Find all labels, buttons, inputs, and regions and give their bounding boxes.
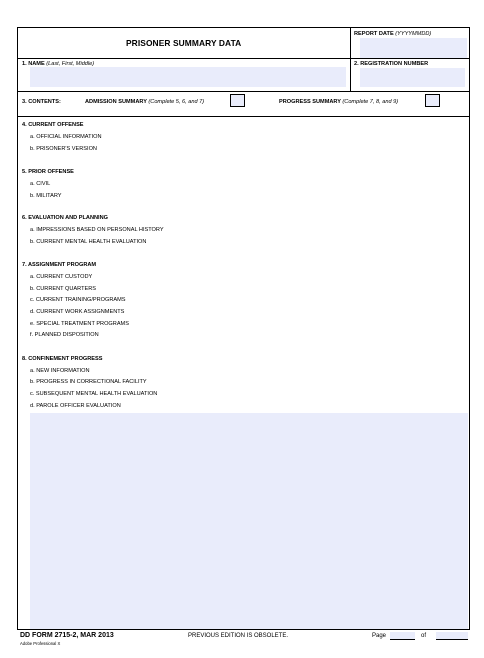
- admission-summary-label: ADMISSION SUMMARY (Complete 5, 6, and 7): [85, 99, 205, 105]
- list-item: a. OFFICIAL INFORMATION: [30, 134, 102, 140]
- list-item: c. SUBSEQUENT MENTAL HEALTH EVALUATION: [30, 391, 158, 397]
- name-label: 1. NAME (Last, First, Middle): [22, 61, 95, 67]
- list-item: d. PAROLE OFFICER EVALUATION: [30, 403, 121, 409]
- list-item: b. MILITARY: [30, 193, 62, 199]
- page-total-field[interactable]: [436, 632, 468, 640]
- software-credit: Adobe Professional X: [20, 641, 61, 646]
- form-number: DD FORM 2715-2, MAR 2013: [20, 632, 114, 639]
- row-divider-3: [18, 116, 469, 117]
- registration-field[interactable]: [360, 68, 465, 87]
- of-label: of: [421, 633, 427, 639]
- page-label: Page: [372, 633, 387, 639]
- summary-text-field[interactable]: [30, 413, 468, 629]
- row-divider-1: [18, 58, 469, 59]
- list-item: b. CURRENT MENTAL HEALTH EVALUATION: [30, 239, 147, 245]
- section-confinement-heading: 8. CONFINEMENT PROGRESS: [22, 356, 103, 362]
- header-divider: [350, 28, 351, 92]
- list-item: a. IMPRESSIONS BASED ON PERSONAL HISTORY: [30, 227, 164, 233]
- page-number-field[interactable]: [390, 632, 415, 640]
- list-item: d. CURRENT WORK ASSIGNMENTS: [30, 309, 125, 315]
- registration-label: 2. REGISTRATION NUMBER: [354, 61, 429, 67]
- list-item: b. PRISONER'S VERSION: [30, 146, 97, 152]
- admission-summary-checkbox[interactable]: [230, 94, 245, 107]
- report-date-label: REPORT DATE (YYYYMMDD): [354, 31, 432, 37]
- prisoner-summary-form: [17, 27, 470, 630]
- row-divider-2: [18, 91, 469, 92]
- obsolete-notice: PREVIOUS EDITION IS OBSOLETE.: [188, 633, 289, 639]
- list-item: a. NEW INFORMATION: [30, 368, 90, 374]
- form-title: PRISONER SUMMARY DATA: [126, 38, 242, 48]
- contents-label: 3. CONTENTS:: [22, 99, 61, 105]
- name-field[interactable]: [30, 67, 346, 87]
- section-evaluation-heading: 6. EVALUATION AND PLANNING: [22, 215, 108, 221]
- list-item: a. CURRENT CUSTODY: [30, 274, 93, 280]
- list-item: b. PROGRESS IN CORRECTIONAL FACILITY: [30, 379, 147, 385]
- section-assignment-heading: 7. ASSIGNMENT PROGRAM: [22, 262, 97, 268]
- list-item: a. CIVIL: [30, 181, 51, 187]
- section-prior-offense-heading: 5. PRIOR OFFENSE: [22, 169, 74, 175]
- list-item: f. PLANNED DISPOSITION: [30, 332, 99, 338]
- list-item: e. SPECIAL TREATMENT PROGRAMS: [30, 321, 129, 327]
- report-date-field[interactable]: [360, 38, 467, 58]
- progress-summary-label: PROGRESS SUMMARY (Complete 7, 8, and 9): [279, 99, 399, 105]
- progress-summary-checkbox[interactable]: [425, 94, 440, 107]
- list-item: b. CURRENT QUARTERS: [30, 286, 96, 292]
- section-current-offense-heading: 4. CURRENT OFFENSE: [22, 122, 84, 128]
- list-item: c. CURRENT TRAINING/PROGRAMS: [30, 297, 126, 303]
